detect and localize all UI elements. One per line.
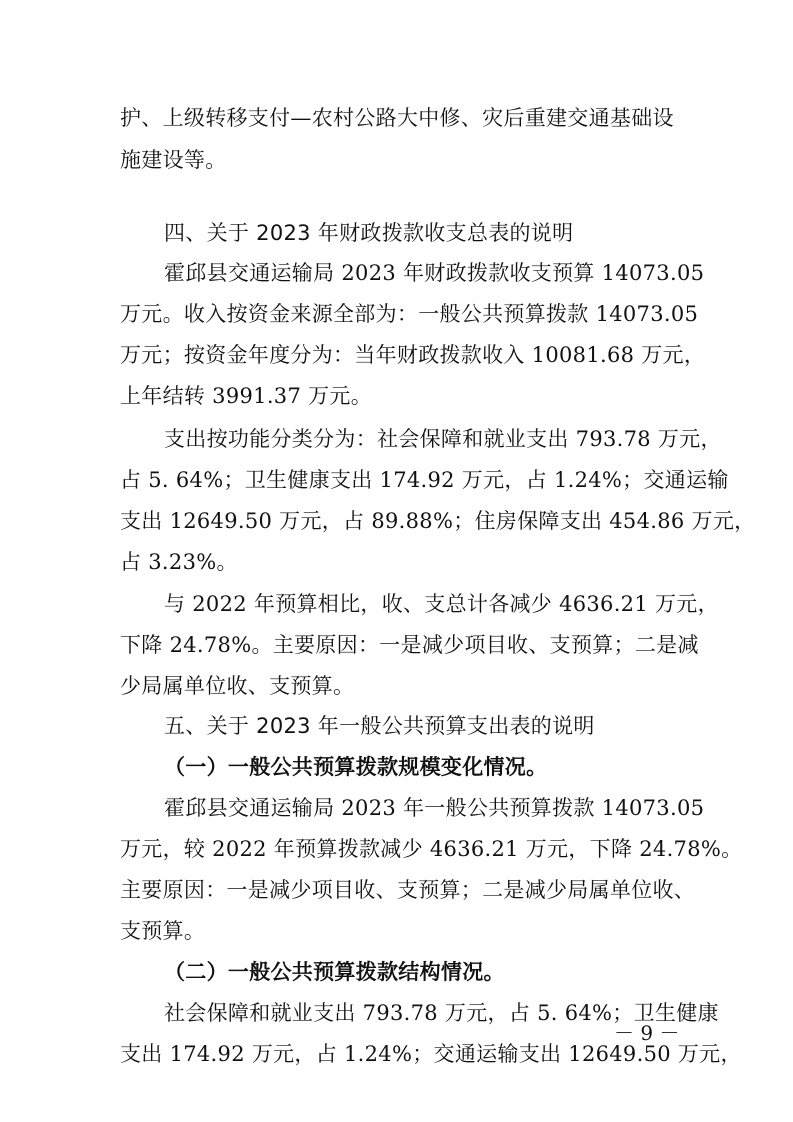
paragraph-line: 支出 174.92 万元，占 1.24%；交通运输支出 12649.50 万元， [120,1042,742,1066]
paragraph-line: 护、上级转移支付—农村公路大中修、灾后重建交通基础设 [120,106,674,130]
paragraph-line: 支出 12649.50 万元，占 89.88%；住房保障支出 454.86 万元， [120,509,756,533]
paragraph-line: 万元。收入按资金来源全部为：一般公共预算拨款 14073.05 [120,302,699,326]
paragraph-line: 支预算。 [120,919,206,943]
paragraph-line: 与 2022 年预算相比，收、支总计各减少 4636.21 万元， [164,592,719,616]
paragraph-line: 占 3.23%。 [120,550,238,574]
paragraph-line: 万元，较 2022 年预算拨款减少 4636.21 万元，下降 24.78%。 [120,837,743,861]
paragraph-line: 万元；按资金年度分为：当年财政拨款收入 10081.68 万元， [120,343,706,367]
section-heading: 四、关于 2023 年财政拨款收支总表的说明 [164,221,574,245]
paragraph-line: 社会保障和就业支出 793.78 万元，占 5. 64%；卫生健康 [164,1001,719,1025]
paragraph-line: 霍邱县交通运输局 2023 年财政拨款收支预算 14073.05 [164,261,705,285]
subsection-heading: （二）一般公共预算拨款结构情况。 [164,959,505,984]
paragraph-line: 上年结转 3991.37 万元。 [120,384,372,408]
paragraph-line: 主要原因：一是减少项目收、支预算；二是减少局属单位收、 [120,878,696,902]
paragraph-line: 施建设等。 [120,148,227,172]
page-number: － 9 － [614,1021,680,1045]
paragraph-line: 少局属单位收、支预算。 [120,674,355,698]
paragraph-line: 霍邱县交通运输局 2023 年一般公共预算拨款 14073.05 [164,796,705,820]
section-heading: 五、关于 2023 年一般公共预算支出表的说明 [164,714,595,738]
paragraph-line: 下降 24.78%。主要原因：一是减少项目收、支预算；二是减 [120,633,699,657]
subsection-heading: （一）一般公共预算拨款规模变化情况。 [164,754,548,779]
paragraph-line: 占 5. 64%；卫生健康支出 174.92 万元，占 1.24%；交通运输 [120,468,729,492]
paragraph-line: 支出按功能分类分为：社会保障和就业支出 793.78 万元， [164,427,722,451]
